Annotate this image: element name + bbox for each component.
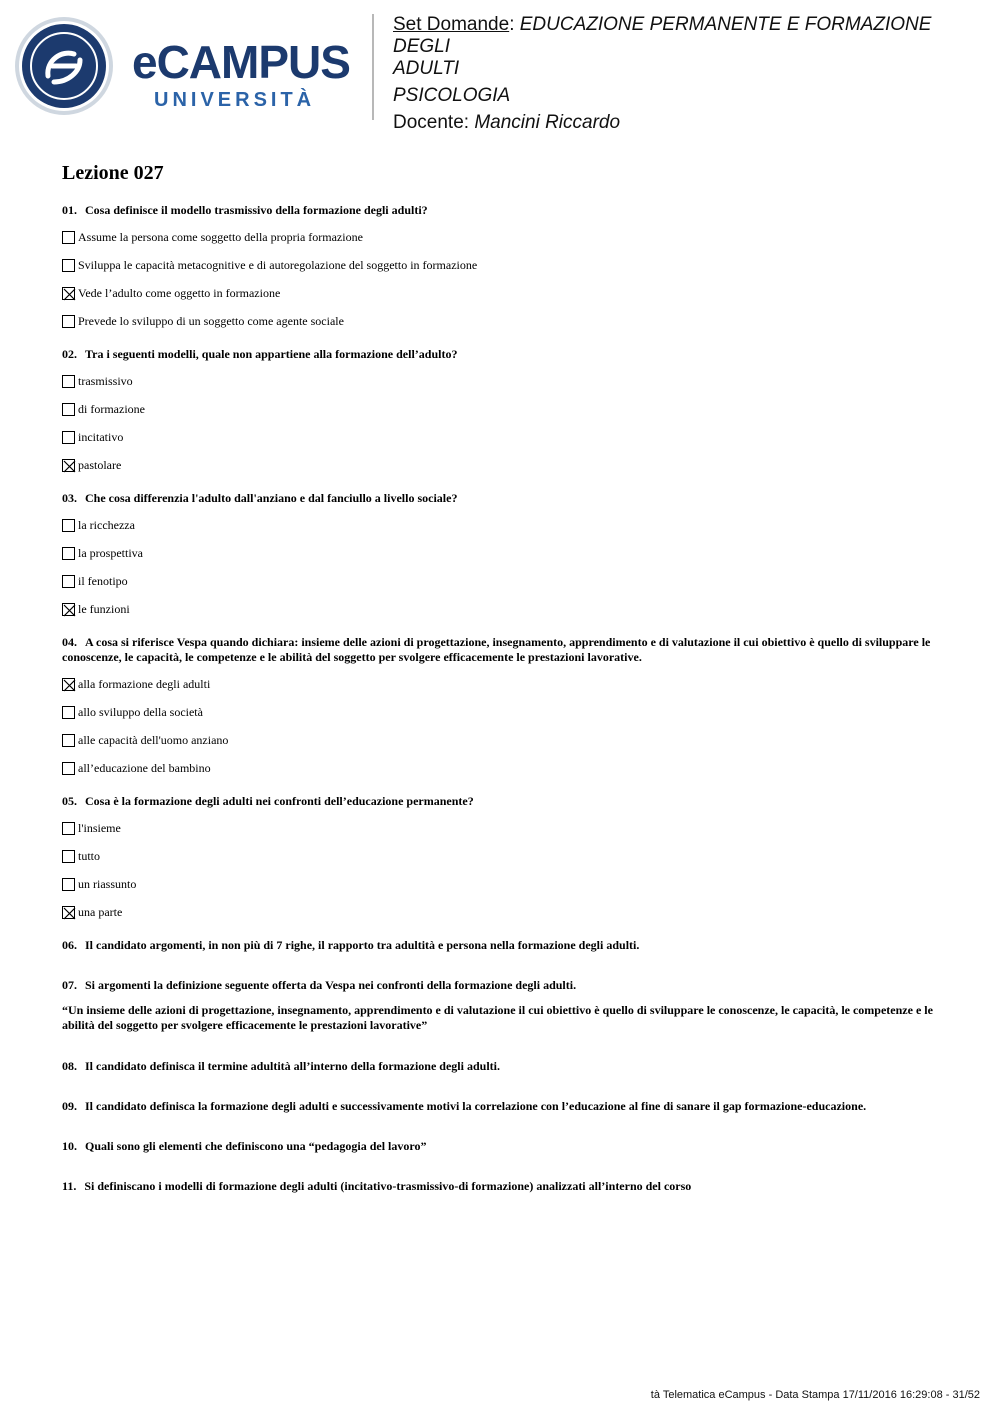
answer-option-label: tutto (78, 848, 101, 863)
answer-option-label: alla formazione degli adulti (78, 676, 211, 691)
checkbox-icon[interactable] (62, 762, 75, 775)
course-info (393, 14, 993, 134)
checked-box-icon[interactable] (62, 287, 75, 300)
answer-option-label: la prospettiva (78, 545, 143, 560)
checkbox-icon[interactable] (62, 706, 75, 719)
question-text (62, 1099, 942, 1114)
checkbox-icon[interactable] (62, 547, 75, 560)
question-number: 05. (62, 794, 77, 808)
answer-option[interactable] (62, 726, 942, 754)
answer-option-label: incitativo (78, 429, 124, 444)
answer-option-label: alle capacità dell'uomo anziano (78, 732, 229, 747)
question-03 (62, 491, 942, 623)
question-text (62, 1139, 942, 1154)
answer-option[interactable] (62, 595, 942, 623)
header-divider (372, 14, 374, 120)
question-label: Che cosa differenzia l'adulto dall'anziano e dal fanciullo a livello sociale? (85, 491, 458, 505)
question-05 (62, 794, 942, 926)
answer-option-label: le funzioni (78, 601, 130, 616)
question-text (62, 1179, 942, 1194)
answer-option[interactable] (62, 307, 942, 335)
answer-option[interactable] (62, 511, 942, 539)
answer-option[interactable] (62, 367, 942, 395)
question-label: Il candidato definisca il termine adultità all’interno della formazione degli adulti. (85, 1059, 500, 1073)
question-number: 08. (62, 1059, 77, 1073)
answer-option-label: una parte (78, 904, 123, 919)
question-label: Si argomenti la definizione seguente offerta da Vespa nei confronti della formazione degli adulti. (85, 978, 577, 992)
answer-option-label: Sviluppa le capacità metacognitive e di autoregolazione del soggetto in formazione (78, 257, 478, 272)
question-label: A cosa si riferisce Vespa quando dichiara: insieme delle azioni di progettazione, insegnamento, apprendimento e di valutazione il cui obiettivo è quello di sviluppare le conoscenze, le capacità, le competenze e le abilità del soggetto per svolgere efficacemente le prestazioni lavorative. (62, 635, 931, 664)
answer-option[interactable] (62, 251, 942, 279)
question-number: 09. (62, 1099, 77, 1113)
question-02 (62, 347, 942, 479)
question-09 (62, 1099, 942, 1114)
answer-option[interactable] (62, 870, 942, 898)
answer-option[interactable] (62, 567, 942, 595)
question-07 (62, 978, 942, 1033)
question-number: 04. (62, 635, 77, 649)
page-header (0, 0, 1000, 140)
set-title-line2: ADULTI (393, 58, 460, 79)
question-text (62, 203, 942, 218)
question-number: 01. (62, 203, 77, 217)
question-number: 02. (62, 347, 77, 361)
question-number: 10. (62, 1139, 77, 1153)
question-11 (62, 1179, 942, 1194)
answer-option[interactable] (62, 898, 942, 926)
checked-box-icon[interactable] (62, 906, 75, 919)
answer-option[interactable] (62, 754, 942, 782)
docente: Docente: Mancini Riccardo (393, 112, 621, 133)
answer-option-label: pastolare (78, 457, 122, 472)
question-quote: “Un insieme delle azioni di progettazione, insegnamento, apprendimento e di valutazione il cui obiettivo è quello di sviluppare le conoscenze, le capacità, le competenze e le abilità del soggetto per svolgere efficacemente le prestazioni lavorative” (62, 1003, 933, 1032)
question-01 (62, 203, 942, 335)
answer-option-label: Prevede lo sviluppo di un soggetto come agente sociale (78, 313, 344, 328)
subject: PSICOLOGIA (393, 85, 511, 106)
ecampus-logo (14, 16, 359, 116)
question-10 (62, 1139, 942, 1154)
checkbox-icon[interactable] (62, 231, 75, 244)
logo-subtext: UNIVERSITÀ (154, 89, 316, 111)
question-label: Quali sono gli elementi che definiscono una “pedagogia del lavoro” (85, 1139, 427, 1153)
answer-option[interactable] (62, 223, 942, 251)
question-06 (62, 938, 942, 953)
question-text (62, 491, 942, 506)
answer-option[interactable] (62, 698, 942, 726)
answer-option[interactable] (62, 539, 942, 567)
print-footer: tà Telematica eCampus - Data Stampa 17/11/2016 16:29:08 - 31/52 (650, 1389, 980, 1401)
answer-option-label: trasmissivo (78, 373, 133, 388)
answer-option[interactable] (62, 670, 942, 698)
question-text (62, 1059, 942, 1074)
answer-option[interactable] (62, 279, 942, 307)
checkbox-icon[interactable] (62, 519, 75, 532)
lesson-content (62, 160, 942, 1219)
answer-option[interactable] (62, 842, 942, 870)
checkbox-icon[interactable] (62, 822, 75, 835)
answer-option[interactable] (62, 423, 942, 451)
answer-option-label: all’educazione del bambino (78, 760, 211, 775)
answer-option-label: l'insieme (78, 820, 121, 835)
answer-option-label: di formazione (78, 401, 145, 416)
question-label: Cosa è la formazione degli adulti nei confronti dell’educazione permanente? (85, 794, 474, 808)
question-08 (62, 1059, 942, 1074)
answer-option-label: il fenotipo (78, 573, 128, 588)
question-number: 07. (62, 978, 77, 992)
checkbox-icon[interactable] (62, 403, 75, 416)
question-text (62, 978, 942, 993)
set-title: Set Domande: EDUCAZIONE PERMANENTE E FORMAZIONE DEGLI (393, 14, 932, 57)
answer-option[interactable] (62, 451, 942, 479)
question-label: Cosa definisce il modello trasmissivo della formazione degli adulti? (85, 203, 428, 217)
checked-box-icon[interactable] (62, 678, 75, 691)
checkbox-icon[interactable] (62, 375, 75, 388)
answer-option[interactable] (62, 814, 942, 842)
answer-option-label: allo sviluppo della società (78, 704, 203, 719)
checkbox-icon[interactable] (62, 259, 75, 272)
checked-box-icon[interactable] (62, 459, 75, 472)
question-text (62, 635, 942, 665)
question-text (62, 347, 942, 362)
question-number: 03. (62, 491, 77, 505)
checkbox-icon[interactable] (62, 850, 75, 863)
checkbox-icon[interactable] (62, 315, 75, 328)
answer-option[interactable] (62, 395, 942, 423)
checkbox-icon[interactable] (62, 431, 75, 444)
question-list (62, 203, 942, 1194)
answer-option-label: un riassunto (78, 876, 137, 891)
lesson-title: Lezione 027 (62, 162, 164, 184)
checkbox-icon[interactable] (62, 734, 75, 747)
checkbox-icon[interactable] (62, 878, 75, 891)
logo-wordmark: eCAMPUS (132, 36, 350, 88)
question-label: Il candidato argomenti, in non più di 7 righe, il rapporto tra adultità e persona nella formazione degli adulti. (85, 938, 640, 952)
checked-box-icon[interactable] (62, 603, 75, 616)
answer-option-label: Vede l’adulto come oggetto in formazione (78, 285, 281, 300)
question-number: 06. (62, 938, 77, 952)
question-text (62, 794, 942, 809)
answer-option-label: la ricchezza (78, 517, 135, 532)
question-text (62, 938, 942, 953)
question-label: Tra i seguenti modelli, quale non appartiene alla formazione dell’adulto? (85, 347, 458, 361)
question-04 (62, 635, 942, 782)
question-number: 11. (62, 1179, 77, 1193)
checkbox-icon[interactable] (62, 575, 75, 588)
answer-option-label: Assume la persona come soggetto della propria formazione (78, 229, 363, 244)
question-label: Si definiscano i modelli di formazione degli adulti (incitativo-trasmissivo-di formazione) analizzati all’interno del corso (84, 1179, 692, 1193)
question-label: Il candidato definisca la formazione degli adulti e successivamente motivi la correlazione con l’educazione al fine di sanare il gap formazione-educazione. (85, 1099, 867, 1113)
